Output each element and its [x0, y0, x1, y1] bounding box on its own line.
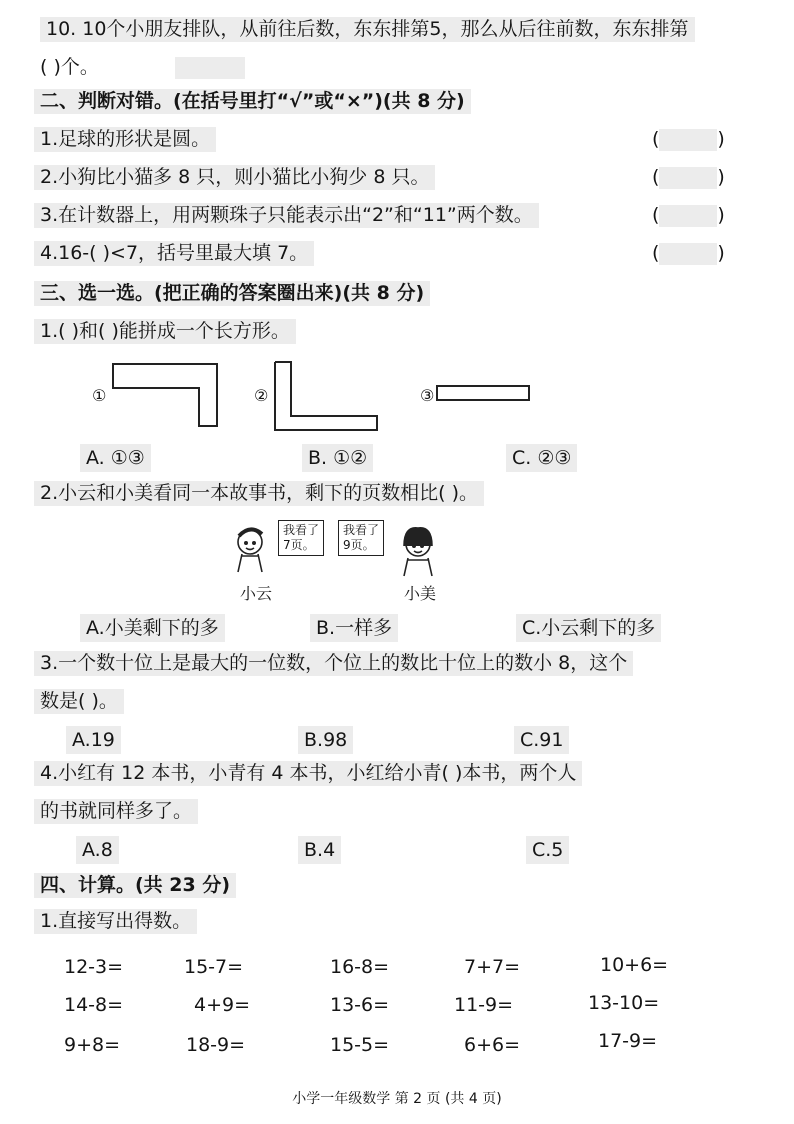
q3-option-a[interactable]: A.19 — [66, 726, 121, 754]
q1-option-a[interactable]: A. ①③ — [80, 444, 151, 472]
name-xiaomei: 小美 — [404, 584, 437, 603]
calc-item: 14-8= — [64, 994, 124, 1016]
calc-item: 18-9= — [186, 1034, 246, 1056]
question-10-line1: 10. 10个小朋友排队，从前往后数，东东排第5，那么从后往前数，东东排第 — [40, 16, 695, 42]
calc-item: 11-9= — [454, 994, 514, 1016]
choice-q1: 1.( )和( )能拼成一个长方形。 — [34, 318, 296, 344]
speech-bubble-left: 我看了 7页。 — [278, 520, 324, 556]
calc-item: 7+7= — [464, 956, 521, 978]
calc-item: 10+6= — [600, 954, 669, 976]
section-3-title: 三、选一选。(把正确的答案圈出来)(共 8 分) — [34, 280, 430, 306]
judge-item-2: 2.小狗比小猫多 8 只，则小猫比小狗少 8 只。 — [34, 164, 435, 190]
q3-option-b[interactable]: B.98 — [298, 726, 353, 754]
choice-q4-line2: 的书就同样多了。 — [34, 798, 198, 824]
calc-item: 15-5= — [330, 1034, 390, 1056]
name-xiaoyun: 小云 — [240, 584, 273, 603]
answer-blank-2[interactable]: ( ) — [652, 166, 725, 188]
judge-item-4: 4.16-( )<7，括号里最大填 7。 — [34, 240, 314, 266]
question-10-line2: ( )个。 — [40, 54, 245, 80]
q4-option-a[interactable]: A.8 — [76, 836, 119, 864]
shapes-figure — [85, 350, 545, 440]
shape-2-l-frame — [275, 362, 377, 430]
section-2-title: 二、判断对错。(在括号里打“√”或“×”)(共 8 分) — [34, 88, 471, 114]
shape-1-label: ① — [92, 386, 107, 405]
calc-item: 12-3= — [64, 956, 124, 978]
speech-bubble-right: 我看了 9页。 — [338, 520, 384, 556]
q3-option-c[interactable]: C.91 — [514, 726, 569, 754]
choice-q4-line1: 4.小红有 12 本书，小青有 4 本书，小红给小青( )本书，两个人 — [34, 760, 582, 786]
calc-item: 15-7= — [184, 956, 244, 978]
cartoon-figure — [232, 518, 442, 582]
shape-1-l-block — [113, 364, 217, 426]
page-footer: 小学一年级数学 第 2 页 (共 4 页) — [292, 1091, 502, 1107]
judge-item-1: 1.足球的形状是圆。 — [34, 126, 216, 152]
calc-item: 6+6= — [464, 1034, 521, 1056]
answer-blank-1[interactable]: ( ) — [652, 128, 725, 150]
calc-item: 13-6= — [330, 994, 390, 1016]
answer-blank-3[interactable]: ( ) — [652, 204, 725, 226]
q1-option-b[interactable]: B. ①② — [302, 444, 373, 472]
section-4-title: 四、计算。(共 23 分) — [34, 872, 236, 898]
q2-option-c[interactable]: C.小云剩下的多 — [516, 614, 661, 642]
q4-option-b[interactable]: B.4 — [298, 836, 341, 864]
calc-item: 17-9= — [598, 1030, 658, 1052]
judge-item-3: 3.在计数器上，用两颗珠子只能表示出“2”和“11”两个数。 — [34, 202, 539, 228]
choice-q3-line2: 数是( )。 — [34, 688, 124, 714]
calc-item: 4+9= — [194, 994, 251, 1016]
calc-item: 13-10= — [588, 992, 660, 1014]
xiaomei-drawing — [404, 528, 432, 576]
q2-option-b[interactable]: B.一样多 — [310, 614, 398, 642]
q2-option-a[interactable]: A.小美剩下的多 — [80, 614, 225, 642]
xiaoyun-drawing — [238, 529, 262, 572]
choice-q2: 2.小云和小美看同一本故事书，剩下的页数相比( )。 — [34, 480, 484, 506]
shape-3-label: ③ — [420, 386, 435, 405]
calc-subtitle: 1.直接写出得数。 — [34, 908, 197, 934]
calc-item: 16-8= — [330, 956, 390, 978]
shape-3-bar — [437, 386, 529, 400]
blank-shade — [175, 57, 245, 79]
choice-q3-line1: 3.一个数十位上是最大的一位数，个位上的数比十位上的数小 8，这个 — [34, 650, 633, 676]
q4-option-c[interactable]: C.5 — [526, 836, 569, 864]
answer-blank-4[interactable]: ( ) — [652, 242, 725, 264]
shape-2-label: ② — [254, 386, 269, 405]
q1-option-c[interactable]: C. ②③ — [506, 444, 577, 472]
calc-item: 9+8= — [64, 1034, 121, 1056]
